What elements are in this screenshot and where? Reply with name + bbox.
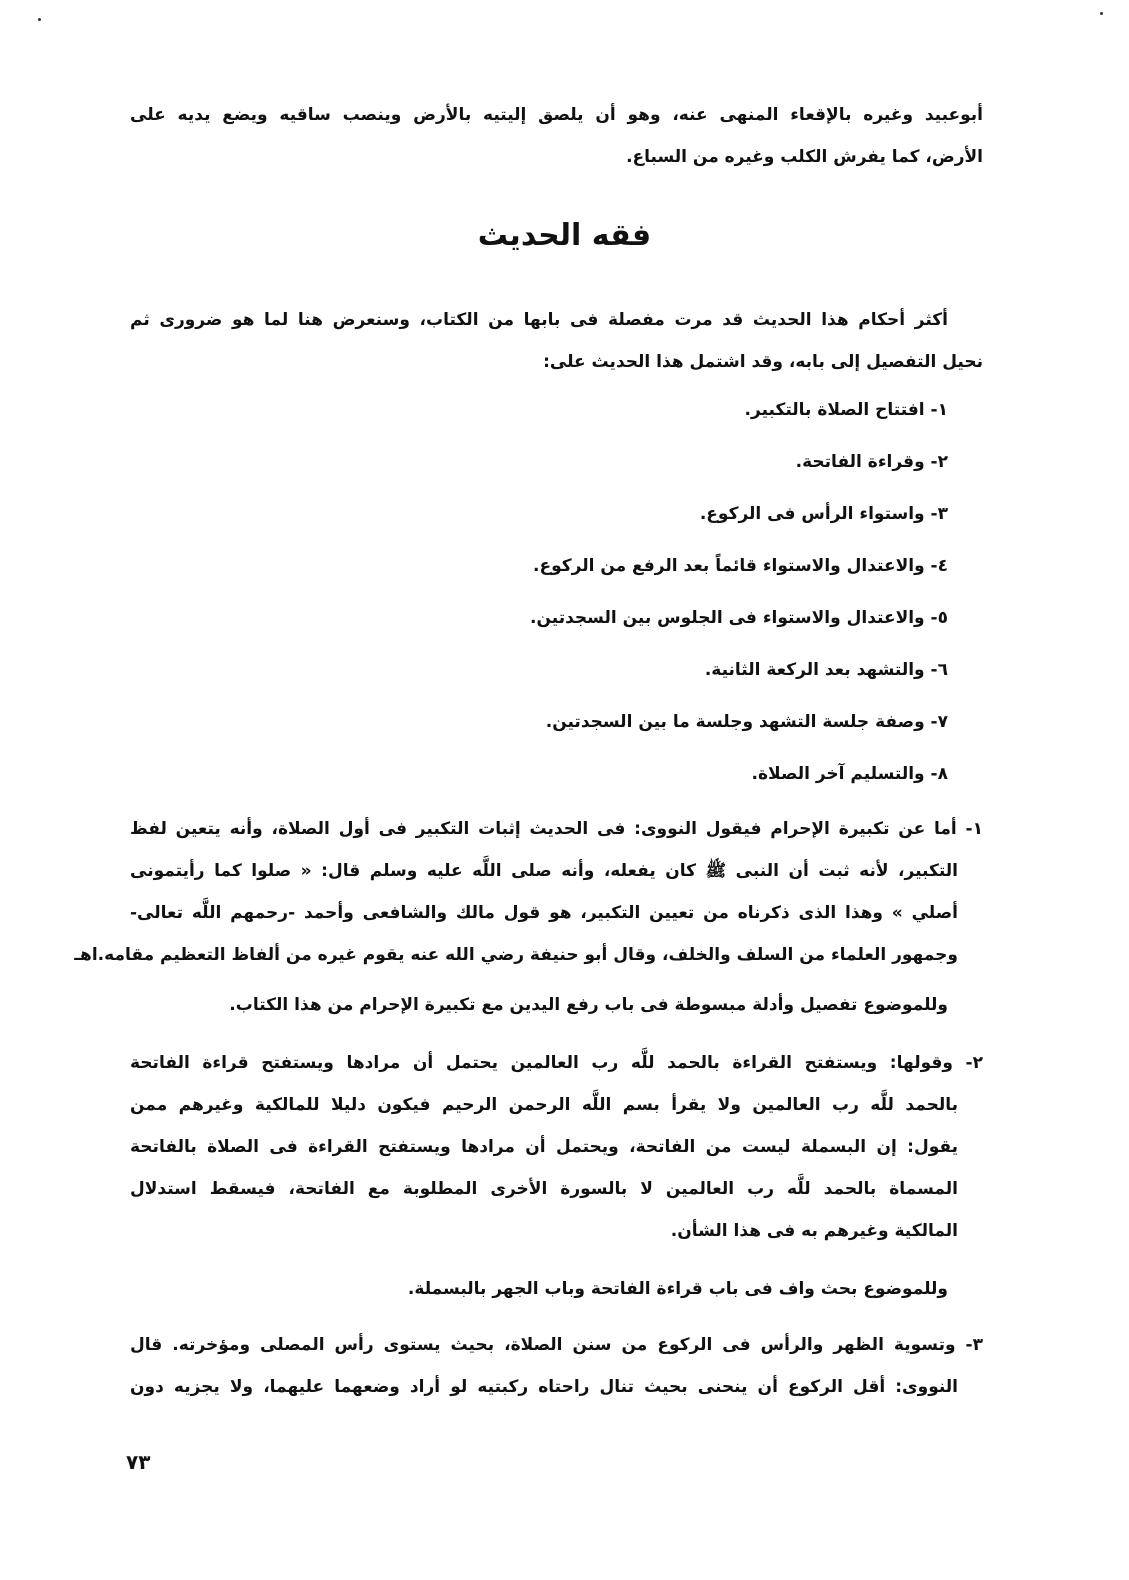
scan-speck bbox=[1100, 12, 1103, 15]
section3-line: ٣- وتسوية الظهر والرأس فى الركوع من سنن الصلاة، بحيث يستوى رأس المصلى ومؤخرته. قال bbox=[130, 1335, 983, 1355]
list-item: ٦- والتشهد بعد الركعة الثانية. bbox=[704, 660, 948, 680]
section1-line: وجمهور العلماء من السلف والخلف، وقال أبو حنيفة رضي الله عنه يقوم غيره من ألفاظ التعظيم مقامه.اهـ bbox=[74, 945, 958, 965]
list-item: ٨- والتسليم آخر الصلاة. bbox=[751, 764, 948, 784]
intro-line: أبوعبيد وغيره بالإقعاء المنهى عنه، وهو أن يلصق إليتيه بالأرض وينصب ساقيه ويضع يديه على bbox=[130, 105, 983, 125]
list-item: ٧- وصفة جلسة التشهد وجلسة ما بين السجدتين. bbox=[545, 712, 948, 732]
list-item: ٢- وقراءة الفاتحة. bbox=[795, 452, 948, 472]
section2-line: ٢- وقولها: ويستفتح القراءة بالحمد للَّه رب العالمين يحتمل أن مرادها ويستفتح قراءة الفاتحة bbox=[130, 1053, 983, 1073]
list-item: ٥- والاعتدال والاستواء فى الجلوس بين السجدتين. bbox=[530, 608, 948, 628]
section2-line: بالحمد للَّه رب العالمين ولا يقرأ بسم اللَّه الرحمن الرحيم فيكون دليلا للمالكية وغيرهم ممن bbox=[130, 1095, 958, 1115]
scan-speck bbox=[38, 18, 41, 21]
section-title: فقه الحديث bbox=[477, 218, 652, 253]
paragraph-line: نحيل التفصيل إلى بابه، وقد اشتمل هذا الحديث على: bbox=[543, 352, 983, 372]
section1-line: التكبير، لأنه ثبت أن النبى ﷺ كان يفعله، وأنه صلى اللَّه عليه وسلم قال: « صلوا كما رأيتمونى bbox=[130, 861, 958, 881]
list-item: ٣- واستواء الرأس فى الركوع. bbox=[699, 504, 948, 524]
section2-note: وللموضوع بحث واف فى باب قراءة الفاتحة وباب الجهر بالبسملة. bbox=[407, 1279, 948, 1299]
paragraph-line: أكثر أحكام هذا الحديث قد مرت مفصلة فى بابها من الكتاب، وسنعرض هنا لما هو ضرورى ثم bbox=[130, 310, 948, 330]
section2-line: المالكية وغيرهم به فى هذا الشأن. bbox=[670, 1221, 958, 1241]
section1-line: أصلي » وهذا الذى ذكرناه من تعيين التكبير، هو قول مالك والشافعى وأحمد -رحمهم اللَّه تعالى- bbox=[130, 903, 958, 923]
section1-note: وللموضوع تفصيل وأدلة مبسوطة فى باب رفع اليدين مع تكبيرة الإحرام من هذا الكتاب. bbox=[229, 995, 948, 1015]
list-item: ٤- والاعتدال والاستواء قائماً بعد الرفع من الركوع. bbox=[533, 556, 948, 576]
section1-line: ١- أما عن تكبيرة الإحرام فيقول النووى: فى الحديث إثبات التكبير فى أول الصلاة، وأنه يتعين لفظ bbox=[130, 819, 983, 839]
section2-line: المسماة بالحمد للَّه رب العالمين لا بالسورة الأخرى المطلوبة مع الفاتحة، فيسقط استدلال bbox=[130, 1179, 958, 1199]
list-item: ١- افتتاح الصلاة بالتكبير. bbox=[744, 400, 948, 420]
section2-line: يقول: إن البسملة ليست من الفاتحة، ويحتمل أن مرادها ويستفتح القراءة فى الصلاة بالفاتحة bbox=[130, 1137, 958, 1157]
page-number: ٧٣ bbox=[126, 1450, 151, 1474]
section3-line: النووى: أقل الركوع أن ينحنى بحيث تنال راحتاه ركبتيه لو أراد وضعهما عليهما، ولا يجزيه دون bbox=[130, 1377, 958, 1397]
intro-line: الأرض، كما يفرش الكلب وغيره من السباع. bbox=[626, 147, 983, 167]
